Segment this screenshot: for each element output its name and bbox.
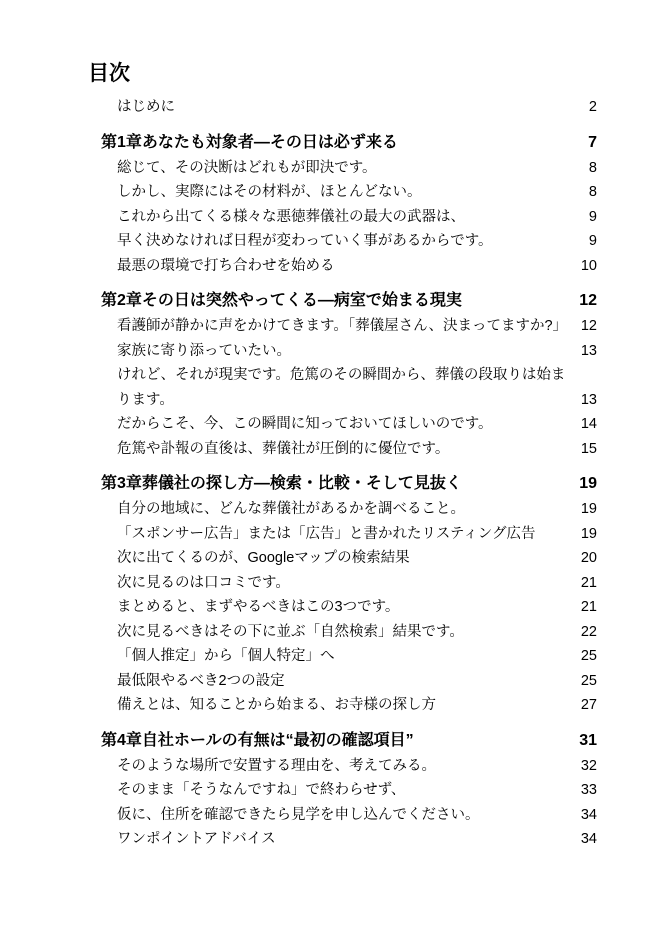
toc-chapter-label: 第1章あなたも対象者—その日は必ず来る — [101, 133, 398, 151]
toc-title: 目次 — [88, 62, 130, 85]
toc-item-row[interactable] — [101, 254, 597, 279]
toc-chapter-page: 7 — [588, 133, 597, 151]
toc-item-row[interactable] — [101, 314, 597, 339]
toc-item-label: ワンポイントアドバイス — [117, 831, 276, 847]
toc-item-page: 12 — [580, 318, 597, 334]
toc-item-row[interactable] — [101, 778, 597, 803]
toc-item-label: 自分の地域に、どんな葬儀社があるかを調べること。 — [117, 501, 465, 517]
toc-item-page: 19 — [580, 501, 597, 517]
toc-item-label: 次に見るのは口コミです。 — [117, 574, 290, 591]
toc-item-page: 25 — [580, 648, 597, 664]
toc-item-label: 総じて、その決断はどれもが即決です。 — [117, 159, 377, 176]
toc-chapter-row[interactable] — [101, 130, 597, 156]
toc-item-row[interactable] — [101, 156, 597, 181]
toc-item-page: 32 — [580, 757, 597, 774]
toc-item-label: けれど、それが現実です。危篤のその瞬間から、葬儀の段取りは始まります。 — [117, 367, 566, 408]
toc-item-page: 22 — [580, 623, 597, 640]
toc-item-page: 9 — [588, 233, 597, 249]
toc-item-page: 2 — [588, 99, 597, 115]
toc-item-row[interactable] — [101, 571, 597, 596]
toc-item-row[interactable] — [101, 229, 597, 254]
toc-chapter-page: 19 — [579, 475, 597, 492]
toc-item-label: そのまま「そうなんですね」で終わらせず、 — [117, 782, 406, 798]
toc-item-row[interactable] — [101, 339, 597, 364]
toc-item-row[interactable] — [101, 803, 597, 828]
toc-item-row[interactable] — [101, 363, 597, 412]
toc-item-row[interactable] — [101, 827, 597, 852]
toc-item-label: 備えとは、知ることから始まる、お寺様の探し方 — [117, 697, 436, 713]
toc-item-label: 仮に、住所を確認できたら見学を申し込んでください。 — [117, 806, 480, 823]
toc-item-row[interactable] — [101, 620, 597, 645]
toc-item-page: 33 — [580, 782, 597, 798]
toc-chapter-row[interactable] — [101, 471, 597, 497]
toc-item-row[interactable] — [101, 693, 597, 718]
toc-item-label: 危篤や訃報の直後は、葬儀社が圧倒的に優位です。 — [117, 440, 450, 457]
toc-item-row[interactable] — [101, 669, 597, 694]
toc-chapter-page: 12 — [579, 292, 597, 309]
toc-item-row[interactable] — [101, 497, 597, 522]
toc-item-label: 家族に寄り添っていたい。 — [117, 342, 291, 359]
toc-item-label: そのような場所で安置する理由を、考えてみる。 — [117, 757, 436, 774]
toc-item-row[interactable] — [101, 205, 597, 230]
toc-chapter-row[interactable] — [101, 288, 597, 314]
toc-item-row[interactable] — [101, 95, 597, 120]
toc-item-page: 9 — [588, 208, 597, 225]
toc-item-label: これから出てくる様々な悪徳葬儀社の最大の武器は、 — [117, 208, 465, 225]
toc-item-label: 看護師が静かに声をかけてきます。「葬儀屋さん、決まってますか?」 — [117, 318, 568, 334]
toc-chapter-page: 31 — [579, 731, 597, 749]
toc-item-page: 21 — [580, 599, 597, 615]
toc-item-row[interactable] — [101, 522, 597, 547]
toc-item-label: はじめに — [117, 99, 175, 115]
toc-item-label: 「個人推定」から「個人特定」へ — [117, 648, 335, 664]
toc-chapter-label: 第4章自社ホールの有無は“最初の確認項目” — [101, 731, 414, 749]
toc-item-label: しかし、実際にはその材料が、ほとんどない。 — [117, 184, 422, 200]
toc-item-label: 最低限やるべき2つの設定 — [117, 672, 285, 689]
toc-item-row[interactable] — [101, 180, 597, 205]
toc-list — [101, 95, 597, 852]
toc-item-label: 次に出てくるのが、Googleマップの検索結果 — [117, 550, 410, 566]
toc-item-row[interactable] — [101, 754, 597, 779]
toc-item-page: 27 — [580, 697, 597, 713]
toc-item-page: 13 — [580, 391, 597, 408]
toc-item-label: 次に見るべきはその下に並ぶ「自然検索」結果です。 — [117, 623, 464, 640]
toc-chapter-row[interactable] — [101, 728, 597, 754]
toc-item-row[interactable] — [101, 437, 597, 462]
toc-item-page: 34 — [580, 806, 597, 823]
toc-item-page: 20 — [580, 550, 597, 566]
toc-item-page: 34 — [580, 831, 597, 847]
toc-chapter-label: 第3章葬儀社の探し方—検索・比較・そして見抜く — [101, 475, 462, 492]
toc-item-page: 8 — [588, 159, 597, 176]
toc-item-row[interactable] — [101, 644, 597, 669]
toc-item-page: 8 — [588, 184, 597, 200]
toc-item-page: 15 — [580, 440, 597, 457]
toc-item-row[interactable] — [101, 595, 597, 620]
toc-item-page: 10 — [580, 257, 597, 274]
toc-item-page: 21 — [580, 574, 597, 591]
toc-item-page: 25 — [580, 672, 597, 689]
toc-item-row[interactable] — [101, 412, 597, 437]
toc-item-label: 「スポンサー広告」または「広告」と書かれたリスティング広告 — [117, 525, 536, 542]
toc-item-label: だからこそ、今、この瞬間に知っておいてほしいのです。 — [117, 416, 493, 432]
toc-item-label: 最悪の環境で打ち合わせを始める — [117, 257, 335, 274]
toc-item-page: 14 — [580, 416, 597, 432]
toc-chapter-label: 第2章その日は突然やってくる—病室で始まる現実 — [101, 292, 462, 309]
toc-item-label: 早く決めなければ日程が変わっていく事があるからです。 — [117, 233, 493, 249]
toc-item-page: 13 — [580, 342, 597, 359]
toc-item-row[interactable] — [101, 546, 597, 571]
toc-item-page: 19 — [580, 525, 597, 542]
toc-item-label: まとめると、まずやるべきはこの3つです。 — [117, 599, 400, 615]
